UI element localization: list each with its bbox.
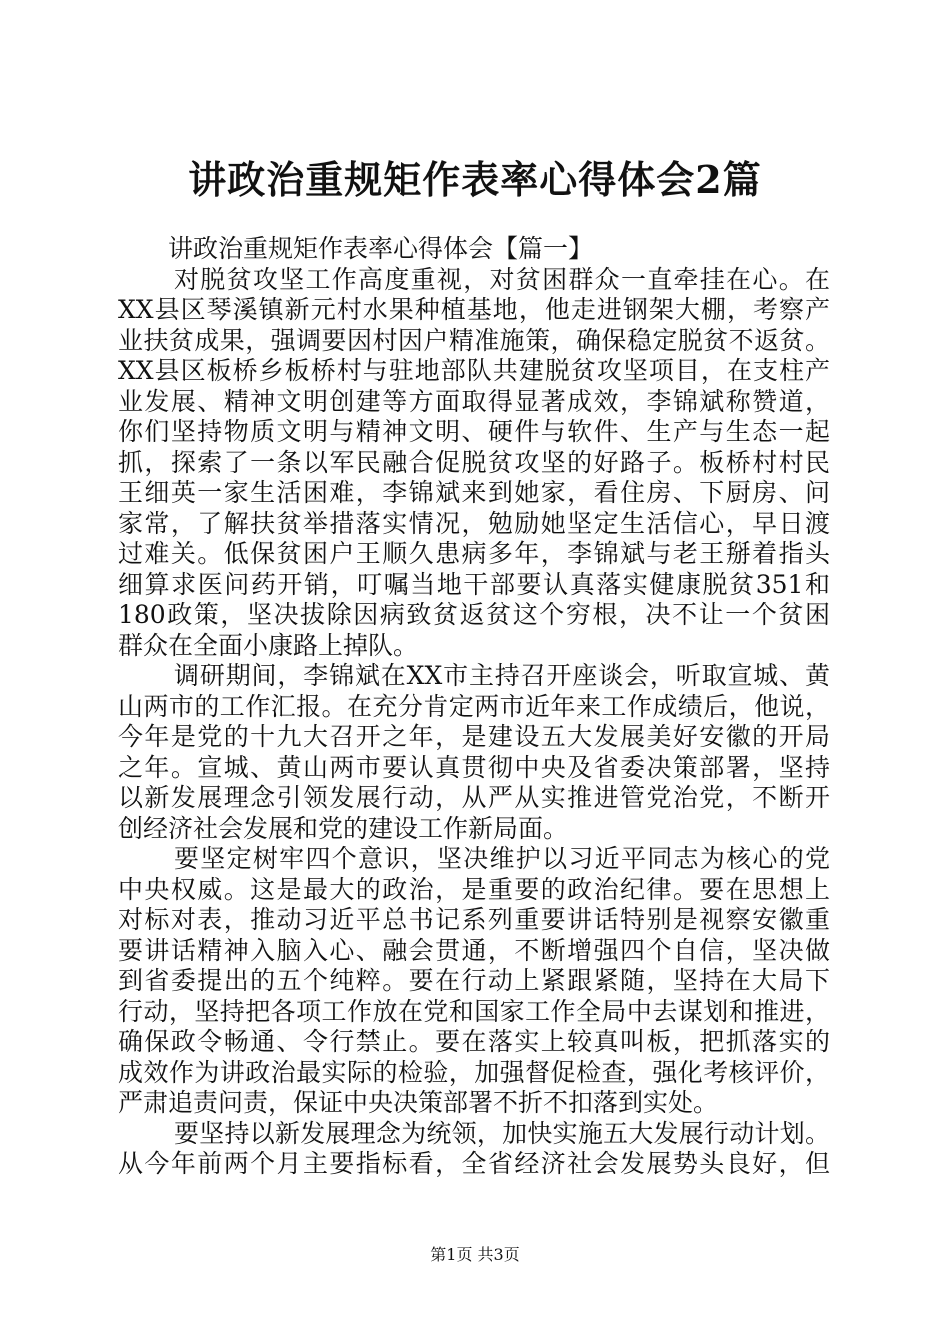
paragraph-line: 到省委提出的五个纯粹。要在行动上紧跟紧随，坚持在大局下 xyxy=(118,966,830,995)
paragraph-line: 过难关。低保贫困户王顺久患病多年，李锦斌与老王掰着指头 xyxy=(118,539,830,568)
paragraph-line: 成效作为讲政治最实际的检验，加强督促检查，强化考核评价， xyxy=(118,1057,830,1087)
paragraph-line: 要讲话精神入脑入心、融会贯通，不断增强四个自信，坚决做 xyxy=(118,935,830,965)
paragraph-line: 细算求医问药开销，叮嘱当地干部要认真落实健康脱贫351和 xyxy=(118,569,830,599)
paragraph-line: 要坚定树牢四个意识，坚决维护以习近平同志为核心的党 xyxy=(174,844,830,873)
document-body xyxy=(118,234,830,1180)
paragraph xyxy=(118,1119,830,1180)
paragraph-line: 以新发展理念引领发展行动，从严从实推进管党治党，不断开 xyxy=(118,783,830,812)
paragraph xyxy=(118,844,830,1119)
page-footer: 第1页 共3页 xyxy=(430,1245,520,1264)
paragraph-line: 对脱贫攻坚工作高度重视，对贫困群众一直牵挂在心。在 xyxy=(174,264,830,294)
paragraph-line: 山两市的工作汇报。在充分肯定两市近年来工作成绩后，他说， xyxy=(118,691,830,721)
section-subtitle: 讲政治重规矩作表率心得体会【篇一】 xyxy=(168,234,594,263)
paragraph xyxy=(118,661,830,844)
paragraph-line: 中央权威。这是最大的政治，是重要的政治纪律。要在思想上 xyxy=(118,874,830,904)
paragraph-line: 今年是党的十九大召开之年，是建设五大发展美好安徽的开局 xyxy=(118,722,830,751)
paragraph-line: 严肃追责问责，保证中央决策部署不折不扣落到实处。 xyxy=(118,1088,719,1117)
paragraph-line: 调研期间，李锦斌在XX市主持召开座谈会，听取宣城、黄 xyxy=(174,661,830,690)
paragraph-line: 行动，坚持把各项工作放在党和国家工作全局中去谋划和推进， xyxy=(118,996,830,1026)
paragraph-line: 180政策，坚决拔除因病致贫返贫这个穷根，决不让一个贫困 xyxy=(118,600,830,629)
paragraph-line: 业发展、精神文明创建等方面取得显著成效，李锦斌称赞道， xyxy=(118,386,830,416)
paragraph-line: 业扶贫成果，强调要因村因户精准施策，确保稳定脱贫不返贫。 xyxy=(118,325,830,355)
paragraph-line: XX县区板桥乡板桥村与驻地部队共建脱贫攻坚项目，在支柱产 xyxy=(118,356,830,385)
paragraph-line: 家常，了解扶贫举措落实情况，勉励她坚定生活信心，早日渡 xyxy=(118,508,830,538)
paragraph-line: 从今年前两个月主要指标看，全省经济社会发展势头良好，但 xyxy=(118,1149,830,1178)
paragraph-line: 之年。宣城、黄山两市要认真贯彻中央及省委决策部署，坚持 xyxy=(118,752,830,782)
paragraph-line: 王细英一家生活困难，李锦斌来到她家，看住房、下厨房、问 xyxy=(118,478,830,507)
paragraph-line: 确保政令畅通、令行禁止。要在落实上较真叫板，把抓落实的 xyxy=(118,1027,830,1056)
paragraph-line: 群众在全面小康路上掉队。 xyxy=(118,630,419,660)
paragraphs xyxy=(118,265,830,1180)
paragraph-line: 抓，探索了一条以军民融合促脱贫攻坚的好路子。板桥村村民 xyxy=(118,447,830,477)
paragraph-line: 创经济社会发展和党的建设工作新局面。 xyxy=(118,813,569,843)
paragraph xyxy=(118,265,830,662)
paragraph-line: XX县区琴溪镇新元村水果种植基地，他走进钢架大棚，考察产 xyxy=(118,295,830,324)
paragraph-line: 对标对表，推动习近平总书记系列重要讲话特别是视察安徽重 xyxy=(118,905,830,934)
paragraph-line: 你们坚持物质文明与精神文明、硬件与软件、生产与生态一起 xyxy=(118,417,830,446)
paragraph-line: 要坚持以新发展理念为统领，加快实施五大发展行动计划。 xyxy=(174,1118,830,1148)
document-title: 讲政治重规矩作表率心得体会2篇 xyxy=(188,157,762,202)
